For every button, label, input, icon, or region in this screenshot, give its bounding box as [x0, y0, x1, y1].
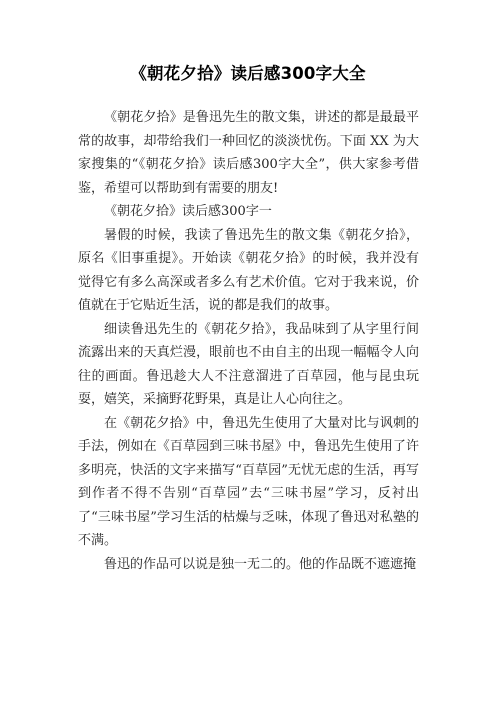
- document-body: [78, 106, 419, 576]
- paragraph-summer-reading: 暑假的时候，我读了鲁迅先生的散文集《朝花夕拾》，原名《旧事重提》。开始读《朝花夕拾》的时候，我并没有觉得它有多么高深或者多么有艺术价值。它对于我来说，价值就在于它贴近生活，说的都是我们的故事。: [78, 227, 419, 313]
- paragraph-intro: 《朝花夕拾》是鲁迅先生的散文集，讲述的都是最最平常的故事，却带给我们一种回忆的淡淡忧伤。下面 XX 为大家搜集的“《朝花夕拾》读后感300字大全”，供大家参考借鉴，希望可以帮助到有需要的朋友!: [78, 110, 419, 196]
- paragraph-unique-works: 鲁迅的作品可以说是独一无二的。他的作品既不遮遮掩: [104, 556, 417, 572]
- paragraph-section-heading: 《朝花夕拾》读后感300字一: [104, 204, 272, 219]
- document-title: 《朝花夕拾》读后感300字大全: [130, 64, 366, 83]
- paragraph-close-reading: 细读鲁迅先生的《朝花夕拾》，我品味到了从字里行间流露出来的天真烂漫，眼前也不由自主的出现一幅幅令人向往的画面。鲁迅趁大人不注意溜进了百草园，他与昆虫玩耍，嬉笑，采摘野花野果，真是让人心向往之。: [78, 321, 419, 407]
- paragraph-contrast-techniques: 在《朝花夕拾》中，鲁迅先生使用了大量对比与讽刺的手法，例如在《百草园到三味书屋》中，鲁迅先生使用了许多明亮，快活的文字来描写“百草园”无忧无虑的生活，再写到作者不得不告别“百草园”去“三味书屋”学习，反衬出了“三味书屋”学习生活的枯燥与乏味，体现了鲁迅对私塾的不满。: [78, 415, 419, 548]
